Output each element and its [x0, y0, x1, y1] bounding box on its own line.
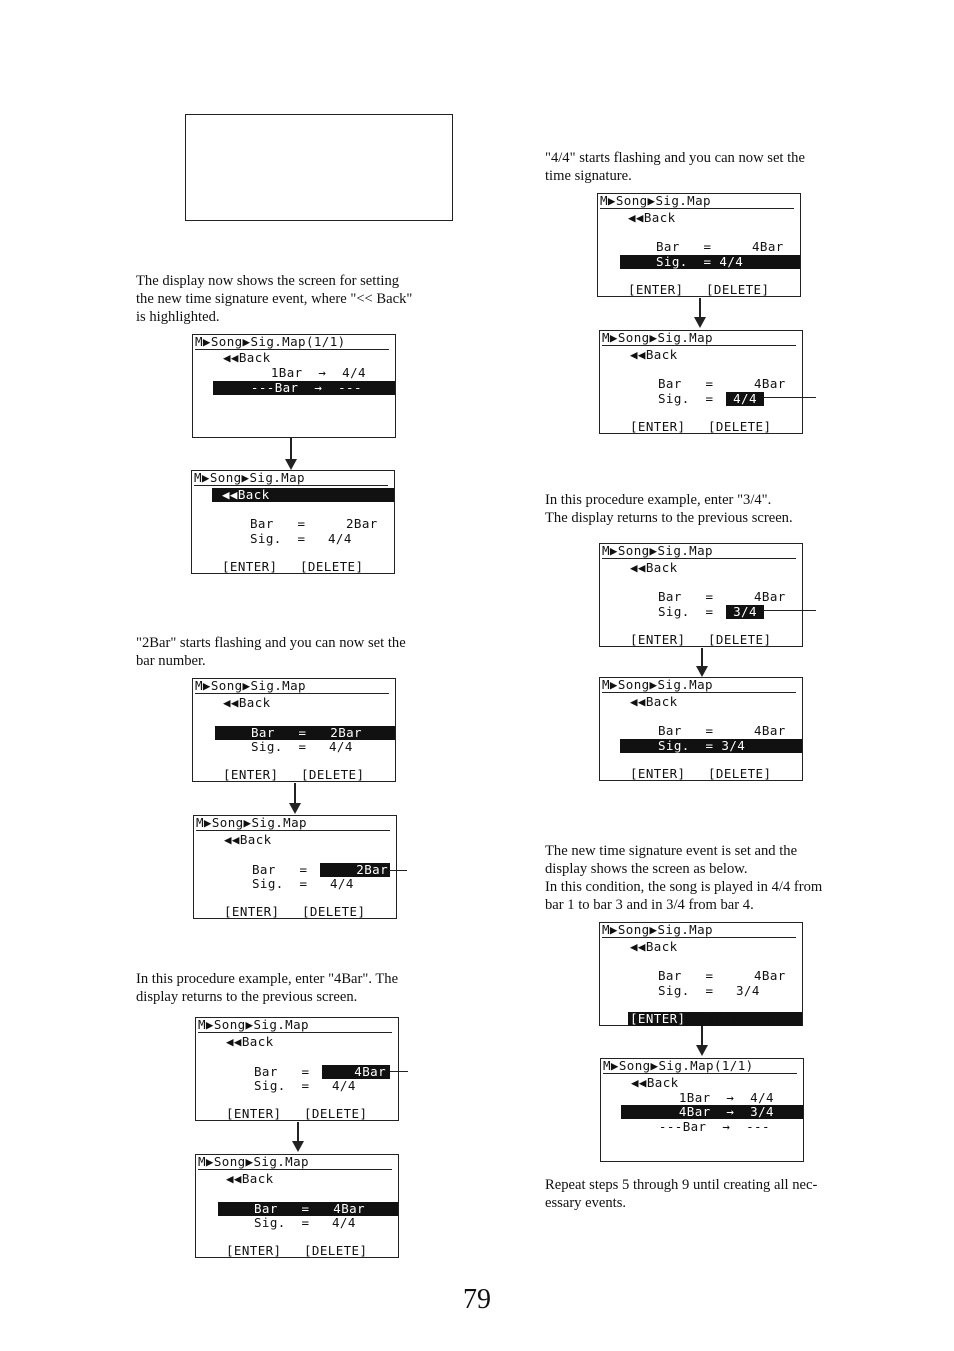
callout-line — [764, 610, 816, 611]
callout-line — [390, 1071, 408, 1072]
lcd-list-screen: M▶Song▶Sig.Map(1/1) ◀◀Back 1Bar → 4/4 ---Bar → --- — [192, 334, 396, 438]
enter-highlighted: [ENTER] — [628, 1012, 802, 1026]
lcd-edit-screen-back-highlighted: M▶Song▶Sig.Map ◀◀Back Bar = 2Bar Sig. = 4/4 [ENTER] [DELETE] — [191, 470, 395, 574]
sig-row-highlighted: Sig. = 3/4 — [620, 739, 802, 753]
arrow-down — [294, 783, 296, 804]
lcd-edit-screen-sig-row: M▶Song▶Sig.Map ◀◀Back Bar = 4Bar Sig. = 4/4 [ENTER] [DELETE] — [597, 193, 801, 297]
arrow-down — [701, 1026, 703, 1046]
lcd-edit-screen-bar-row: M▶Song▶Sig.Map ◀◀Back Bar = 2Bar Sig. = 4/4 [ENTER] [DELETE] — [192, 678, 396, 782]
right-paragraph-4: Repeat steps 5 through 9 until creating all nec- essary events. — [545, 1177, 818, 1211]
left-paragraph-2: "2Bar" starts flashing and you can now set the bar number. — [136, 635, 406, 669]
lcd-list-screen-final: M▶Song▶Sig.Map(1/1) ◀◀Back 1Bar → 4/4 4Bar → 3/4 ---Bar → --- — [600, 1058, 804, 1162]
arrow-down — [701, 648, 703, 667]
left-paragraph-1: The display now shows the screen for setting the new time signature event, where "<< Back" is highlighted. — [136, 273, 413, 325]
highlighted-row: 4Bar → 3/4 — [621, 1105, 803, 1119]
highlighted-row: ---Bar → --- — [213, 381, 395, 395]
left-paragraph-3: In this procedure example, enter "4Bar". The display returns to the previous screen. — [136, 971, 399, 1005]
arrow-down — [699, 298, 701, 318]
bar-row-highlighted: Bar = 2Bar — [215, 726, 395, 740]
blank-display-frame — [185, 114, 453, 221]
back-highlighted: ◀◀Back — [212, 488, 394, 502]
lcd-edit-screen-bar-value: M▶Song▶Sig.Map ◀◀Back Bar = 2Bar Sig. = 4/4 [ENTER] [DELETE] — [193, 815, 397, 919]
right-paragraph-3: The new time signature event is set and the display shows the screen as below. In this condition, the song is played in 4/4 from bar 1 to bar 3 and in 3/4 from bar 4. — [545, 843, 823, 913]
bar-value-highlighted: 4Bar — [322, 1065, 390, 1079]
right-paragraph-1: "4/4" starts flashing and you can now set the time signature. — [545, 150, 805, 184]
callout-line — [389, 870, 407, 871]
sig-row-highlighted: Sig. = 4/4 — [620, 255, 800, 269]
lcd-edit-screen-bar-row-4: M▶Song▶Sig.Map ◀◀Back Bar = 4Bar Sig. = 4/4 [ENTER] [DELETE] — [195, 1154, 399, 1258]
lcd-edit-screen-enter-highlighted: M▶Song▶Sig.Map ◀◀Back Bar = 4Bar Sig. = 3/4 [ENTER] [DELETE] — [599, 922, 803, 1026]
lcd-edit-screen-sig-3-4: M▶Song▶Sig.Map ◀◀Back Bar = 4Bar Sig. = 3/4 [ENTER] [DELETE] — [599, 543, 803, 647]
bar-row-highlighted: Bar = 4Bar — [218, 1202, 398, 1216]
page-number: 79 — [463, 1284, 491, 1315]
arrow-down — [290, 438, 292, 460]
lcd-edit-screen-sig-row-3-4: M▶Song▶Sig.Map ◀◀Back Bar = 4Bar Sig. = 3/4 [ENTER] [DELETE] — [599, 677, 803, 781]
lcd-edit-screen-sig-value: M▶Song▶Sig.Map ◀◀Back Bar = 4Bar Sig. = 4/4 [ENTER] [DELETE] — [599, 330, 803, 434]
sig-value-highlighted: 4/4 — [726, 392, 764, 406]
right-paragraph-2: In this procedure example, enter "3/4". The display returns to the previous screen. — [545, 492, 793, 526]
lcd-edit-screen-bar-4: M▶Song▶Sig.Map ◀◀Back Bar = 4Bar Sig. = 4/4 [ENTER] [DELETE] — [195, 1017, 399, 1121]
bar-value-highlighted: 2Bar — [320, 863, 390, 877]
sig-value-highlighted: 3/4 — [726, 605, 764, 619]
callout-line — [764, 397, 816, 398]
arrow-down — [297, 1122, 299, 1142]
